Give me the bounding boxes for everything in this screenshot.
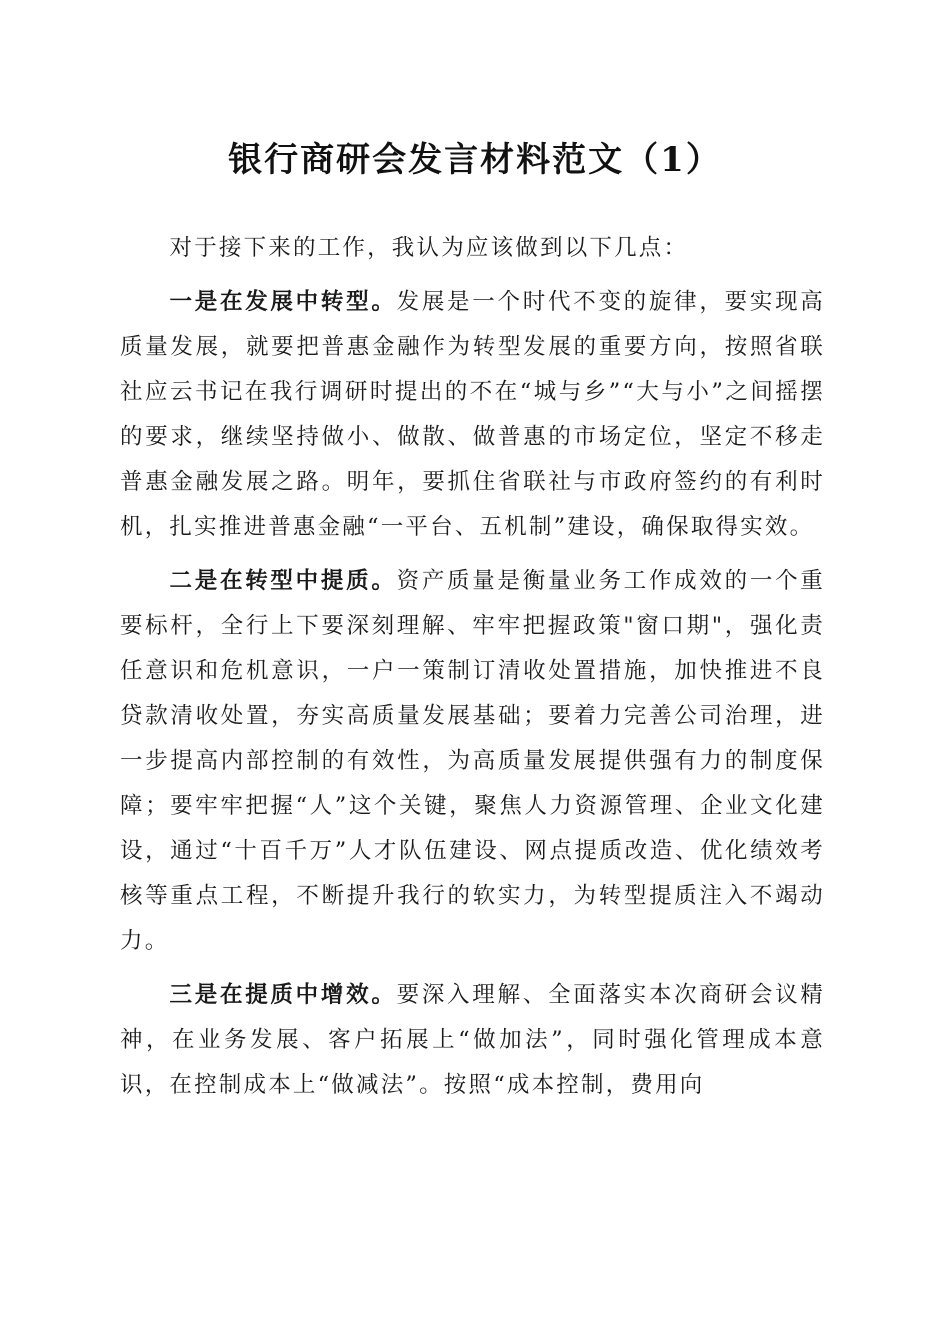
point-paragraph-1 — [120, 280, 825, 550]
point-paragraph-2 — [120, 559, 825, 964]
intro-paragraph: 对于接下来的工作，我认为应该做到以下几点： — [169, 235, 689, 261]
point-1-text: 发展是一个时代不变的旋律，要实现高质量发展，就要把普惠金融作为转型发展的重要方向，按照省联社应云书记在我行调研时提出的不在“城与乡”“大与小”之间摇摆的要求，继续坚持做小、做散、做普惠的市场定位，坚定不移走普惠金融发展之路。明年，要抓住省联社与市政府签约的有利时机，扎实推进普惠金融“一平台、五机制”建设，确保取得实效。 — [120, 289, 825, 540]
document-body — [120, 226, 825, 1117]
point-3-text: 要深入理解、全面落实本次商研会议精神，在业务发展、客户拓展上“做加法”，同时强化管理成本意识，在控制成本上“做减法”。按照“成本控制，费用向 — [120, 982, 825, 1098]
point-1-heading: 一是在发展中转型。 — [169, 289, 397, 315]
document-title: 银行商研会发言材料范文（1） — [228, 140, 722, 180]
point-paragraph-3 — [120, 973, 825, 1108]
point-3-heading: 三是在提质中增效。 — [169, 982, 397, 1008]
point-2-heading: 二是在转型中提质。 — [169, 568, 397, 594]
point-2-text: 资产质量是衡量业务工作成效的一个重要标杆，全行上下要深刻理解、牢牢把握政策"窗口期"，强化责任意识和危机意识，一户一策制订清收处置措施，加快推进不良贷款清收处置，夯实高质量发展基础；要着力完善公司治理，进一步提高内部控制的有效性，为高质量发展提供强有力的制度保障；要牢牢把握“人”这个关键，聚焦人力资源管理、企业文化建设，通过“十百千万”人才队伍建设、网点提质改造、优化绩效考核等重点工程，不断提升我行的软实力，为转型提质注入不竭动力。 — [120, 568, 825, 954]
